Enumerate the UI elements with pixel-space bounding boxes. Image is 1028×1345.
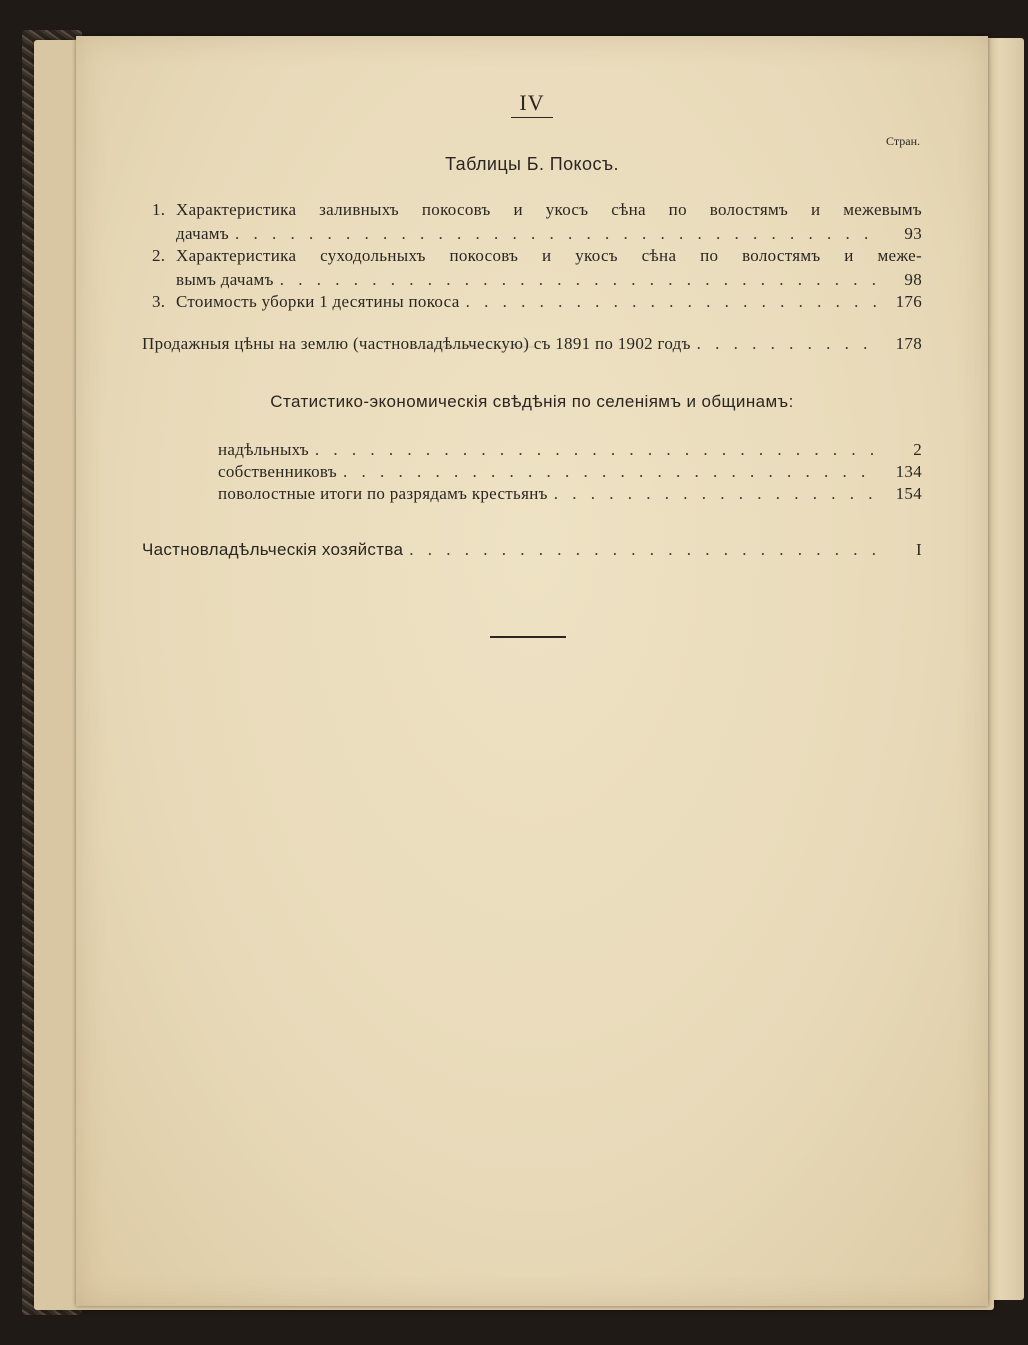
page-ref: 154 xyxy=(895,484,922,503)
leader-dots xyxy=(554,484,876,504)
page-ref: I xyxy=(916,540,922,559)
leader-dots xyxy=(466,292,876,312)
page-ref: 176 xyxy=(895,292,922,311)
stat-section-title: Статистико-экономическія свѣдѣнія по селеніямъ и общинамъ: xyxy=(270,392,794,411)
closing-rule xyxy=(490,636,566,638)
page-ref: 2 xyxy=(913,440,922,459)
section-b-title: Таблицы Б. Покосъ. xyxy=(445,154,619,174)
column-label: Стран. xyxy=(886,134,920,148)
leader-dots xyxy=(409,540,876,560)
toc-stat-item-3[interactable]: поволостные итоги по разрядамъ крестьянъ . . . 154 xyxy=(218,484,922,504)
page-ref: 134 xyxy=(895,462,922,481)
toc-item-1-line2[interactable]: дачамъ . . . 93 xyxy=(176,224,922,244)
leader-dots xyxy=(235,224,876,244)
toc-stat-item-1[interactable]: надѣльныхъ . . . 2 xyxy=(218,440,922,460)
toc-prices[interactable]: Продажныя цѣны на землю (частновладѣльческую) съ 1891 по 1902 годъ . . . 178 xyxy=(142,334,922,354)
page-ref: 178 xyxy=(895,334,922,353)
leader-dots xyxy=(697,334,876,354)
toc-item-1-line1: 1. Характеристика заливныхъ покосовъ и укосъ сѣна по волостямъ и межевымъ xyxy=(152,200,922,219)
toc-item-2-line1: 2. Характеристика суходольныхъ покосовъ и укосъ сѣна по волостямъ и меже- xyxy=(152,246,922,265)
toc-stat-item-2[interactable]: собственниковъ . . . 134 xyxy=(218,462,922,482)
page-number: IV xyxy=(76,90,988,118)
toc-item-3[interactable]: 3. Стоимость уборки 1 десятины покоса . . . 176 xyxy=(152,292,922,312)
page-ref: 98 xyxy=(904,270,922,289)
toc-item-2-line2[interactable]: вымъ дачамъ . . . 98 xyxy=(176,270,922,290)
leader-dots xyxy=(280,270,876,290)
leader-dots xyxy=(315,440,876,460)
leader-dots xyxy=(343,462,876,482)
toc-private-farms[interactable]: Частновладѣльческія хозяйства . . . I xyxy=(142,540,922,560)
next-page-edge xyxy=(984,38,1024,1300)
page-ref: 93 xyxy=(904,224,922,243)
document-page xyxy=(76,36,988,1306)
